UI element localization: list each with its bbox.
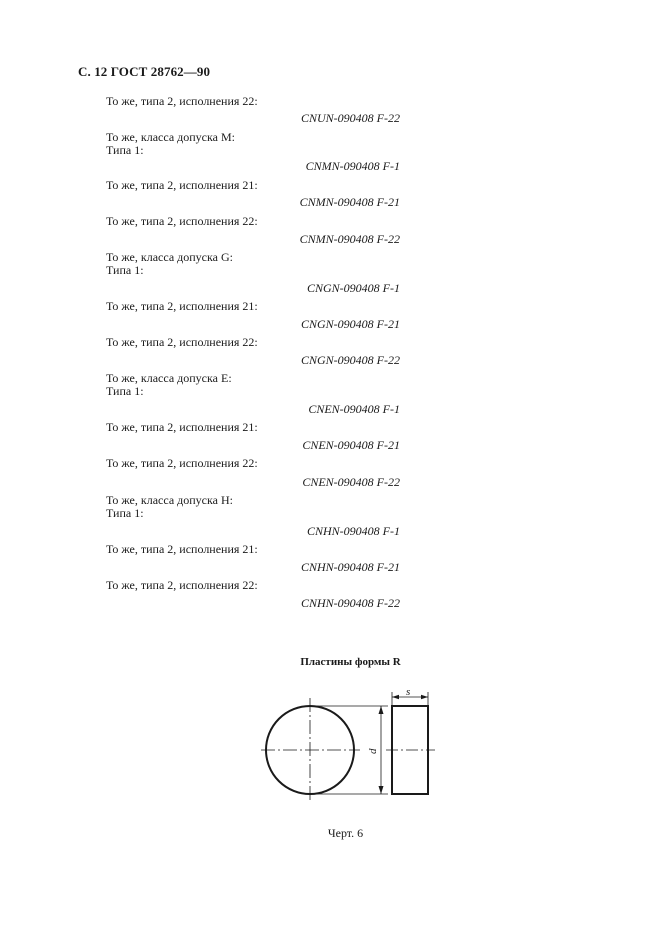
s-arrow-left (392, 695, 399, 699)
dimension-arrow-bottom (379, 786, 384, 794)
entry-code: CNMN-090408 F-21 (299, 195, 400, 209)
entry-code: CNHN-090408 F-1 (307, 524, 400, 538)
entry-code: CNEN-090408 F-21 (302, 438, 400, 452)
page-header: С. 12 ГОСТ 28762—90 (78, 64, 211, 79)
entry-label: То же, типа 2, исполнения 22: (106, 578, 258, 592)
entry-sublabel: Типа 1: (106, 263, 144, 277)
dimension-label-s: s (406, 686, 411, 698)
entry-label: То же, типа 2, исполнения 21: (106, 420, 258, 434)
entry-code: CNMN-090408 F-1 (305, 159, 400, 173)
dimension-label-d: d (367, 748, 379, 754)
entry-sublabel: Типа 1: (106, 143, 144, 157)
entry-label: То же, типа 2, исполнения 22: (106, 94, 258, 108)
entry-code: CNHN-090408 F-21 (301, 560, 400, 574)
entry-label: То же, типа 2, исполнения 22: (106, 335, 258, 349)
entry-sublabel: Типа 1: (106, 384, 144, 398)
entry-label: То же, класса допуска G: (106, 250, 233, 264)
entry-code: CNGN-090408 F-1 (307, 281, 400, 295)
entry-sublabel: Типа 1: (106, 506, 144, 520)
entry-code: CNUN-090408 F-22 (301, 111, 400, 125)
entry-code: CNEN-090408 F-22 (302, 475, 400, 489)
entry-label: То же, типа 2, исполнения 22: (106, 214, 258, 228)
entry-code: CNGN-090408 F-21 (301, 317, 400, 331)
entry-label: То же, типа 2, исполнения 22: (106, 456, 258, 470)
insert-drawing (255, 686, 445, 801)
entry-label: То же, типа 2, исполнения 21: (106, 178, 258, 192)
entry-code: CNEN-090408 F-1 (308, 402, 400, 416)
entry-label: То же, типа 2, исполнения 21: (106, 542, 258, 556)
figure-title: Пластины формы R (300, 656, 401, 668)
entry-code: CNMN-090408 F-22 (299, 232, 400, 246)
entry-label: То же, класса допуска Е: (106, 371, 232, 385)
dimension-arrow-top (379, 706, 384, 714)
entry-label: То же, класса допуска Н: (106, 493, 233, 507)
entry-code: CNGN-090408 F-22 (301, 353, 400, 367)
figure-caption: Черт. 6 (327, 826, 364, 840)
s-arrow-right (421, 695, 428, 699)
entry-code: CNHN-090408 F-22 (301, 596, 400, 610)
entry-label: То же, класса допуска М: (106, 130, 235, 144)
entry-label: То же, типа 2, исполнения 21: (106, 299, 258, 313)
